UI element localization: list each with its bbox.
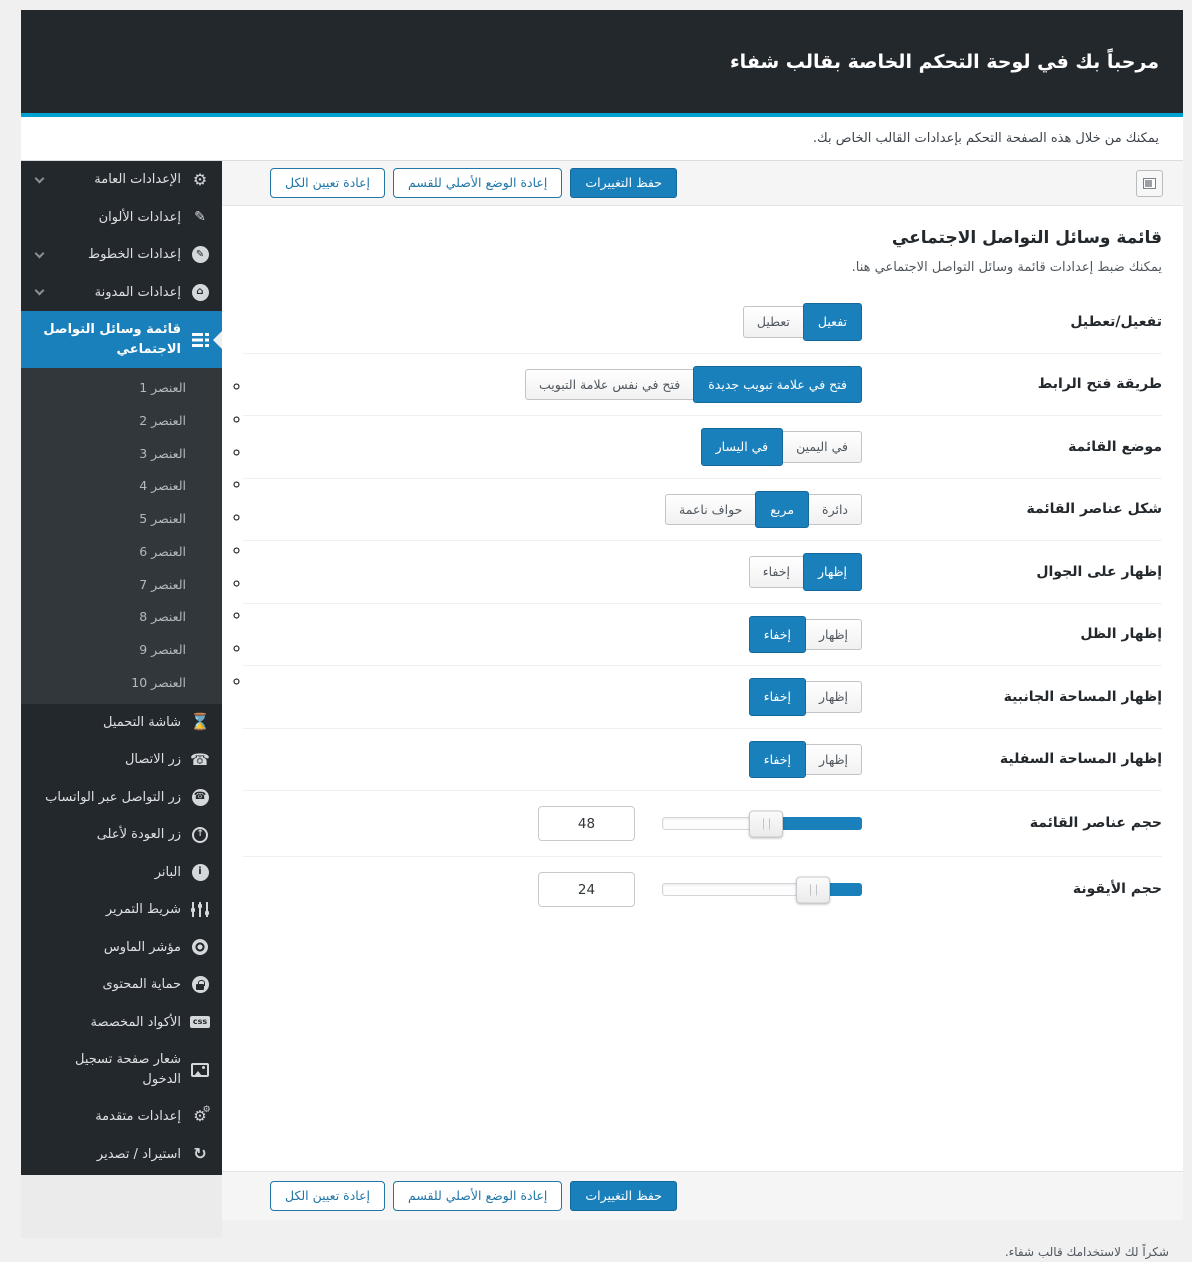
setting-row-enable (243, 291, 1162, 353)
toggle-option-enable[interactable]: تفعيل (803, 303, 862, 341)
slider-handle[interactable] (796, 876, 830, 903)
toggle-option-hide[interactable]: إخفاء (749, 678, 806, 716)
sidebar-item-banner[interactable]: i البانر (21, 854, 222, 892)
panel-description: يمكنك من خلال هذه الصفحة التحكم بإعدادات القالب الخاص بك. (21, 117, 1183, 161)
sidebar-item-color-settings[interactable]: ✎ إعدادات الألوان (21, 199, 222, 237)
sidebar-item-back-to-top[interactable]: ↑ زر العودة لأعلى (21, 816, 222, 854)
reset-section-button-bottom[interactable]: إعادة الوضع الأصلي للقسم (393, 1181, 562, 1211)
chevron-down-icon (35, 286, 45, 296)
home-icon: ⌂ (190, 283, 210, 301)
chevron-down-icon (35, 173, 45, 183)
toggle-group (743, 306, 862, 338)
mouse-cursor-icon (190, 938, 210, 956)
css-badge-icon: css (190, 1013, 210, 1031)
setting-row-side-space (243, 665, 1162, 728)
footer-thanks-text: شكراً لك لاستخدامك قالب شفاء. (1004, 1245, 1169, 1259)
toggle-option-show[interactable]: إظهار (805, 744, 862, 776)
setting-row-item-shape (243, 478, 1162, 541)
sidebar-subitem-1[interactable]: ◦ العنصر 1 (21, 372, 222, 405)
sidebar-item-import-export[interactable]: ↻ استيراد / تصدير (21, 1136, 222, 1174)
slider-handle[interactable] (749, 810, 783, 837)
setting-label: حجم عناصر القائمة (1029, 815, 1162, 832)
sidebar-item-font-settings[interactable]: ✎ إعدادات الخطوط (21, 236, 222, 274)
setting-label: طريقة فتح الرابط (1037, 376, 1162, 392)
arrow-up-circle-icon: ↑ (190, 826, 210, 844)
setting-row-show-mobile (243, 540, 1162, 603)
pencil-icon: ✎ (190, 246, 210, 264)
sidebar-item-mouse-cursor[interactable]: مؤشر الماوس (21, 929, 222, 967)
lock-icon (190, 976, 210, 994)
sidebar-item-custom-codes[interactable]: css الأكواد المخصصة (21, 1004, 222, 1042)
layout-toggle-icon (1143, 178, 1156, 189)
save-button-bottom[interactable]: حفظ التغييرات (570, 1181, 677, 1211)
setting-label: إظهار المساحة الجانبية (1003, 688, 1162, 705)
sidebar-subitem-9[interactable]: ◦ العنصر 9 (21, 634, 222, 667)
toggle-option-rounded[interactable]: حواف ناعمة (665, 494, 756, 526)
sidebar-item-general-settings[interactable]: ⚙ الإعدادات العامة (21, 161, 222, 199)
layout-toggle-button[interactable] (1136, 170, 1163, 197)
sidebar-item-social-menu[interactable]: قائمة وسائل التواصل الاجتماعي (21, 311, 222, 368)
setting-label: تفعيل/تعطيل (1070, 313, 1162, 330)
toggle-option-same-tab[interactable]: فتح في نفس علامة التبويب (525, 369, 694, 401)
sidebar-item-login-logo[interactable]: شعار صفحة تسجيل الدخول (21, 1041, 222, 1098)
sidebar-subitem-8[interactable]: ◦ العنصر 8 (21, 601, 222, 634)
icon-size-slider[interactable] (662, 883, 862, 896)
sidebar-menu (21, 161, 222, 1175)
panel-title: مرحباً بك في لوحة التحكم الخاصة بقالب شفاء (729, 50, 1159, 73)
sidebar-item-content-protection[interactable]: حماية المحتوى (21, 966, 222, 1004)
toggle-option-show[interactable]: إظهار (803, 553, 862, 591)
gear-icon: ⚙ (192, 169, 208, 189)
top-toolbar (222, 161, 1183, 206)
setting-row-show-shadow (243, 603, 1162, 666)
hourglass-icon: ⌛ (190, 712, 210, 732)
toggle-option-new-tab[interactable]: فتح في علامة تبويب جديدة (693, 366, 862, 404)
toggle-group (701, 431, 862, 463)
login-logo-icon (190, 1061, 210, 1079)
sidebar-item-whatsapp-button[interactable]: ☎ زر التواصل عبر الواتساب (21, 779, 222, 817)
toggle-option-show[interactable]: إظهار (805, 619, 862, 651)
sidebar-item-blog-settings[interactable]: ⌂ إعدادات المدونة (21, 274, 222, 312)
toggle-option-circle[interactable]: دائرة (808, 494, 862, 526)
setting-label: إظهار الظل (1080, 626, 1162, 642)
sidebar-subitem-2[interactable]: ◦ العنصر 2 (21, 405, 222, 438)
setting-row-item-size (243, 790, 1162, 856)
social-list-icon (190, 331, 210, 349)
sidebar-subitem-10[interactable]: ◦ العنصر 10 (21, 667, 222, 700)
theme-options-panel (21, 10, 1183, 1238)
setting-label: إظهار على الجوال (1036, 563, 1162, 580)
setting-row-menu-position (243, 415, 1162, 478)
toggle-option-right[interactable]: في اليمين (782, 431, 862, 463)
setting-label: موضع القائمة (1068, 438, 1162, 455)
sidebar-item-advanced-settings[interactable]: ⚙ ⚙ إعدادات متقدمة (21, 1098, 222, 1136)
toggle-option-hide[interactable]: إخفاء (749, 741, 806, 779)
setting-row-link-target (243, 353, 1162, 416)
brush-icon: ✎ (194, 209, 206, 226)
social-items-submenu (21, 368, 222, 704)
toggle-option-hide[interactable]: إخفاء (749, 556, 804, 588)
chevron-down-icon (35, 248, 45, 258)
setting-row-icon-size (243, 856, 1162, 922)
setting-label: حجم الأيقونة (1072, 881, 1162, 898)
content-area (222, 161, 1183, 1220)
toggle-group (749, 556, 862, 588)
toggle-group (665, 494, 862, 526)
toggle-group (525, 369, 862, 401)
toggle-group (749, 744, 862, 776)
toggle-group (749, 681, 862, 713)
bottom-toolbar (222, 1171, 1183, 1220)
item-size-slider[interactable] (662, 817, 862, 830)
reset-all-button-bottom[interactable]: إعادة تعيين الكل (270, 1181, 385, 1211)
icon-size-input[interactable] (538, 872, 635, 907)
setting-label: شكل عناصر القائمة (1026, 501, 1162, 517)
panel-header (21, 10, 1183, 113)
sidebar-subitem-3[interactable]: ◦ العنصر 3 (21, 438, 222, 471)
section-subtitle: يمكنك ضبط إعدادات قائمة وسائل التواصل الاجتماعي هنا. (851, 260, 1162, 276)
toggle-option-show[interactable]: إظهار (805, 681, 862, 713)
sidebar-item-scrollbar[interactable]: شريط التمرير (21, 891, 222, 929)
item-size-input[interactable] (538, 806, 635, 841)
toggle-group (749, 619, 862, 651)
sliders-icon (190, 901, 210, 919)
gears-icon: ⚙ ⚙ (190, 1108, 210, 1126)
sidebar-item-loading-screen[interactable]: ⌛ شاشة التحميل (102, 712, 210, 732)
sidebar-item-call-button[interactable]: ☎ زر الاتصال (124, 749, 210, 769)
phone-icon: ☎ (190, 749, 210, 769)
section-title: قائمة وسائل التواصل الاجتماعي (891, 228, 1162, 249)
whatsapp-icon: ☎ (190, 788, 210, 806)
settings-section (222, 206, 1183, 1171)
setting-row-bottom-space (243, 728, 1162, 791)
sidebar-subitem-6[interactable]: ◦ العنصر 6 (21, 536, 222, 569)
sidebar-subitem-4[interactable]: ◦ العنصر 4 (21, 470, 222, 503)
reset-section-button[interactable]: إعادة الوضع الأصلي للقسم (393, 168, 562, 198)
toggle-option-disable[interactable]: تعطيل (743, 306, 804, 338)
import-export-icon: ↻ (193, 1144, 207, 1164)
toggle-option-left[interactable]: في اليسار (701, 428, 783, 466)
reset-all-button[interactable]: إعادة تعيين الكل (270, 168, 385, 198)
sidebar-subitem-7[interactable]: ◦ العنصر 7 (21, 569, 222, 602)
panel-body (21, 161, 1183, 1238)
sidebar (21, 161, 222, 1238)
info-icon: i (190, 863, 210, 881)
toggle-option-square[interactable]: مربع (755, 491, 809, 529)
save-button[interactable]: حفظ التغييرات (570, 168, 677, 198)
sidebar-subitem-5[interactable]: ◦ العنصر 5 (21, 503, 222, 536)
setting-label: إظهار المساحة السفلية (999, 751, 1162, 767)
toggle-option-hide[interactable]: إخفاء (749, 616, 806, 654)
